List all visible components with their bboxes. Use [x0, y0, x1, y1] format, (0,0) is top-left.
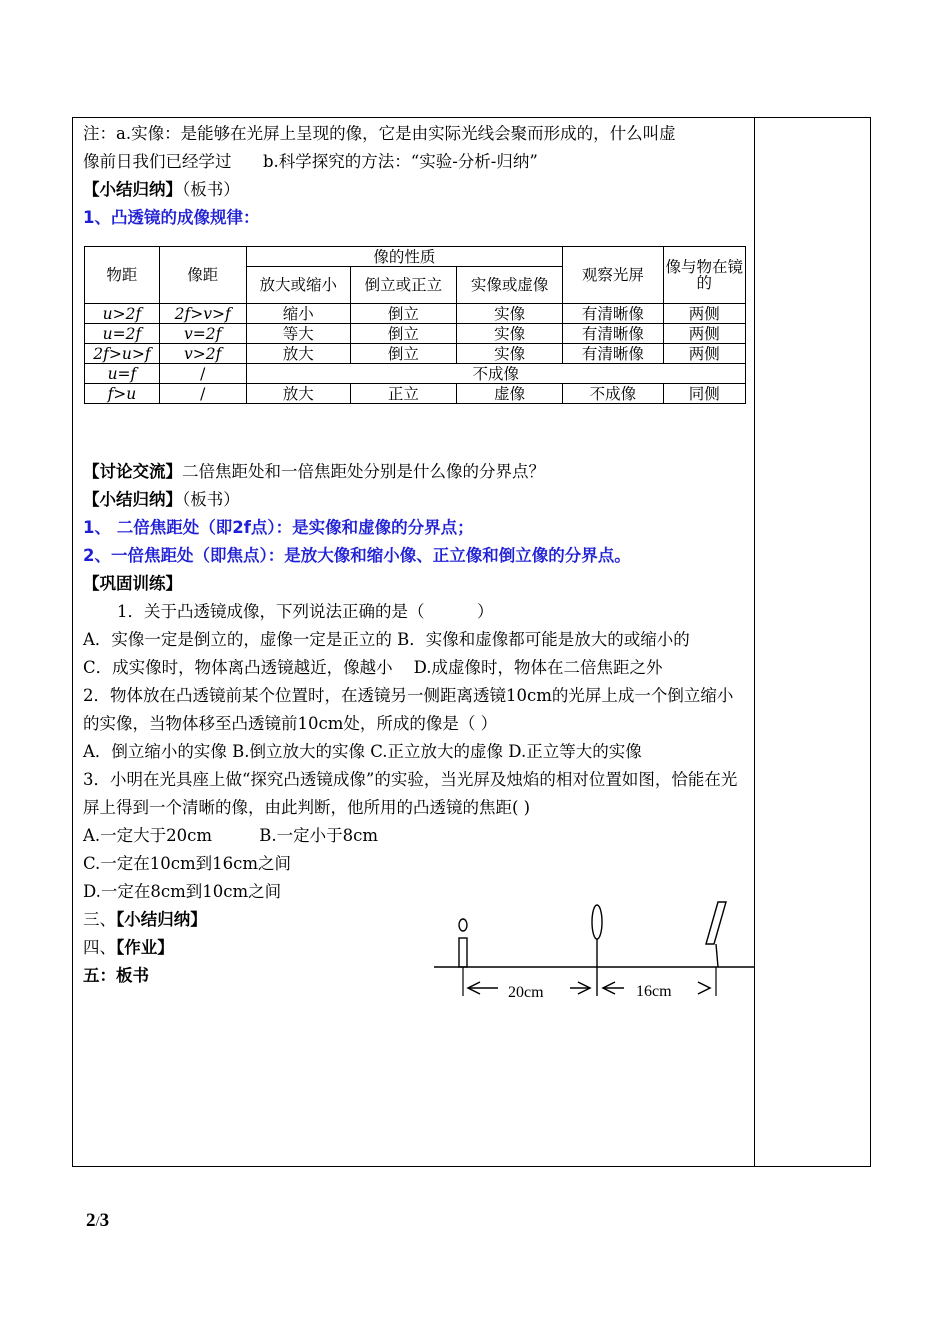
cell-side: 同侧	[663, 384, 745, 404]
q1-stem: 1．关于凸透镜成像，下列说法正确的是（ ）	[117, 602, 494, 621]
cell-merged: 不成像	[246, 364, 745, 384]
page-current: 2	[86, 1210, 96, 1231]
header-real-virtual: 实像或虚像	[457, 267, 563, 304]
cell-v: v=2f	[159, 324, 246, 344]
cell-screen: 有清晰像	[563, 344, 663, 364]
cell-orient: 倒立	[350, 344, 456, 364]
cell-u: u=2f	[85, 324, 160, 344]
section-4-prefix: 四、	[83, 938, 116, 957]
table-row	[85, 344, 746, 364]
summary-label: 【小结归纳】	[83, 490, 182, 509]
cell-size: 放大	[246, 384, 350, 404]
rule-title: 1、凸透镜的成像规律：	[83, 208, 260, 227]
table-row	[85, 364, 746, 384]
q3-stem: 3．小明在光具座上做“探究凸透镜成像”的实验，当光屏及烛焰的相对位置如图，恰能在光屏上得到一个清晰的像，由此判断，他所用的凸透镜的焦距( )	[83, 770, 738, 817]
q3-option-ab: A.一定大于20cm B.一定小于8cm	[83, 826, 379, 845]
cell-side: 两侧	[663, 324, 745, 344]
q3-option-d: D.一定在8cm到10cm之间	[83, 882, 282, 901]
boundary-point-1: 1、 二倍焦距处（即2f点）：是实像和虚像的分界点；	[83, 518, 474, 537]
table-row	[85, 324, 746, 344]
cell-v: v>2f	[159, 344, 246, 364]
page-total: 3	[99, 1210, 110, 1231]
practice-heading: 【巩固训练】	[83, 574, 182, 593]
q3-option-c: C.一定在10cm到16cm之间	[83, 854, 292, 873]
header-image-nature: 像的性质	[246, 247, 563, 267]
q1-options-ab: A．实像一定是倒立的，虚像一定是正立的 B．实像和虚像都可能是放大的或缩小的	[83, 630, 690, 649]
cell-v: /	[159, 384, 246, 404]
candle-icon	[459, 919, 467, 967]
page-separator: /	[95, 1214, 100, 1230]
imaging-rules-table	[84, 246, 746, 404]
summary-board: （板书）	[182, 490, 240, 509]
arrow-right-icon	[698, 982, 710, 994]
section-4-label: 【作业】	[116, 938, 174, 957]
screen-icon	[706, 902, 726, 967]
cell-orient: 倒立	[350, 304, 456, 324]
table-row	[85, 384, 746, 404]
cell-v: 2f>v>f	[159, 304, 246, 324]
cell-size: 放大	[246, 344, 350, 364]
header-object-distance: 物距	[85, 247, 160, 304]
discussion	[83, 458, 748, 486]
cell-u: u=f	[85, 364, 160, 384]
cell-screen: 不成像	[563, 384, 663, 404]
cell-rv: 实像	[457, 304, 563, 324]
cell-screen: 有清晰像	[563, 324, 663, 344]
summary-heading-2	[83, 486, 748, 514]
optical-bench-diagram	[432, 896, 758, 1006]
cell-u: u>2f	[85, 304, 160, 324]
note-line-1: 注：a.实像：是能够在光屏上呈现的像，它是由实际光线会聚而形成的，什么叫虚	[83, 124, 676, 143]
page-number	[86, 1210, 109, 1232]
cell-rv: 实像	[457, 324, 563, 344]
discussion-text: 二倍焦距处和一倍焦距处分别是什么像的分界点？	[182, 462, 545, 481]
note-line-2: 像前日我们已经学过 b.科学探究的方法：“实验-分析-归纳”	[83, 152, 538, 171]
table-header-row	[85, 247, 746, 267]
cell-orient: 正立	[350, 384, 456, 404]
cell-v: /	[159, 364, 246, 384]
convex-lens-icon	[592, 905, 602, 996]
cell-u: 2f>u>f	[85, 344, 160, 364]
q1-options-cd: C．成实像时，物体离凸透镜越近，像越小 D.成虚像时，物体在二倍焦距之外	[83, 658, 663, 677]
discussion-label: 【讨论交流】	[83, 462, 182, 481]
cell-size: 缩小	[246, 304, 350, 324]
cell-rv: 实像	[457, 344, 563, 364]
column-divider	[754, 117, 755, 1167]
header-side: 像与物在镜的	[663, 247, 745, 304]
summary-label: 【小结归纳】	[83, 180, 182, 199]
header-orientation: 倒立或正立	[350, 267, 456, 304]
section-5: 五：板书	[83, 966, 149, 985]
summary-board: （板书）	[182, 180, 240, 199]
header-image-distance: 像距	[159, 247, 246, 304]
cell-screen: 有清晰像	[563, 304, 663, 324]
boundary-point-2: 2、一倍焦距处（即焦点）：是放大像和缩小像、正立像和倒立像的分界点。	[83, 546, 631, 565]
header-size: 放大或缩小	[246, 267, 350, 304]
q2-options: A．倒立缩小的实像 B.倒立放大的实像 C.正立放大的虚像 D.正立等大的实像	[83, 742, 642, 761]
distance-label-right: 16cm	[636, 983, 672, 1000]
distance-label-left: 20cm	[508, 984, 544, 1001]
section-3-prefix: 三、	[83, 910, 116, 929]
cell-side: 两侧	[663, 304, 745, 324]
lesson-content	[83, 120, 748, 232]
header-screen: 观察光屏	[563, 247, 663, 304]
cell-size: 等大	[246, 324, 350, 344]
q2-stem: 2．物体放在凸透镜前某个位置时，在透镜另一侧距离透镜10cm的光屏上成一个倒立缩小的实像，当物体移至凸透镜前10cm处，所成的像是（ ）	[83, 686, 734, 733]
cell-u: f>u	[85, 384, 160, 404]
summary-heading-1	[83, 176, 748, 204]
section-3-label: 【小结归纳】	[116, 910, 207, 929]
cell-rv: 虚像	[457, 384, 563, 404]
cell-orient: 倒立	[350, 324, 456, 344]
table-row	[85, 304, 746, 324]
cell-side: 两侧	[663, 344, 745, 364]
